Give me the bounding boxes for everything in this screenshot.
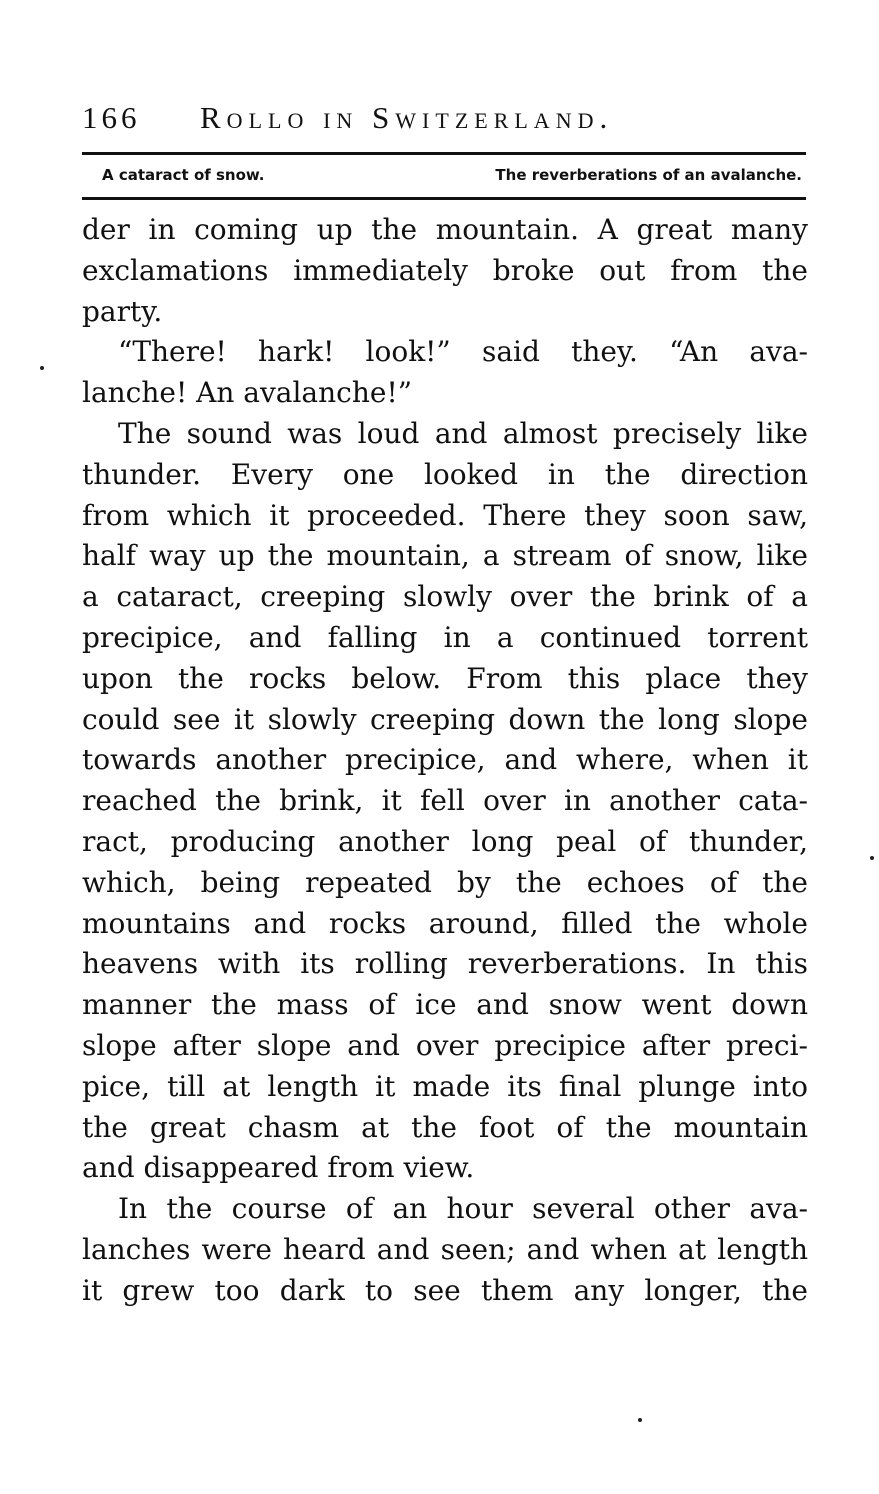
text-line: thunder. Every one looked in the direction bbox=[82, 457, 808, 491]
text-line: from which it proceeded. There they soon saw, bbox=[82, 498, 808, 532]
scan-speck bbox=[638, 1418, 642, 1422]
right-subhead: The reverberations of an avalanche. bbox=[495, 166, 802, 184]
text-line: The sound was loud and almost precisely like bbox=[118, 416, 808, 450]
text-line: heavens with its rolling reverberations. In this bbox=[82, 947, 808, 981]
text-line: slope after slope and over precipice after preci- bbox=[82, 1028, 808, 1062]
text-line: it grew too dark to see them any longer, the bbox=[82, 1273, 808, 1307]
text-line: In the course of an hour several other ava- bbox=[118, 1192, 808, 1226]
text-line: mountains and rocks around, filled the whole bbox=[82, 906, 808, 940]
text-line: “There! hark! look!” said they. “An ava- bbox=[118, 335, 808, 369]
text-line: a cataract, creeping slowly over the brink of a bbox=[82, 580, 808, 614]
text-line: half way up the mountain, a stream of snow, like bbox=[82, 539, 808, 573]
text-line: the great chasm at the foot of the mountain bbox=[82, 1110, 808, 1144]
text-line: exclamations immediately broke out from the bbox=[82, 253, 808, 287]
text-line: der in coming up the mountain. A great many bbox=[82, 213, 808, 246]
scan-speck bbox=[870, 856, 874, 860]
page-subheads bbox=[82, 160, 806, 190]
body-text bbox=[82, 210, 808, 1312]
text-line: precipice, and falling in a continued torrent bbox=[82, 620, 808, 654]
page-number: 166 bbox=[82, 100, 141, 135]
text-line: upon the rocks below. From this place they bbox=[82, 661, 808, 695]
running-head bbox=[82, 96, 808, 140]
header-rule-top bbox=[82, 152, 806, 155]
left-subhead: A cataract of snow. bbox=[102, 166, 265, 184]
text-line: pice, till at length it made its final plunge into bbox=[82, 1069, 808, 1103]
text-line: towards another precipice, and where, when it bbox=[82, 743, 808, 777]
text-line: which, being repeated by the echoes of the bbox=[82, 865, 808, 899]
scan-speck bbox=[40, 366, 44, 370]
text-line: could see it slowly creeping down the long slope bbox=[82, 702, 808, 736]
text-line: manner the mass of ice and snow went down bbox=[82, 988, 808, 1022]
text-line: ract, producing another long peal of thunder, bbox=[82, 824, 808, 858]
paragraph-2 bbox=[82, 332, 808, 414]
paragraph-4 bbox=[82, 1189, 808, 1311]
text-line: party. bbox=[82, 294, 163, 328]
header-rule-bottom bbox=[82, 197, 806, 200]
paragraph-1 bbox=[82, 210, 808, 332]
text-line: reached the brink, it fell over in another cata- bbox=[82, 784, 808, 818]
text-line: and disappeared from view. bbox=[82, 1151, 475, 1185]
book-title: Rollo in Switzerland. bbox=[200, 100, 614, 135]
text-line: lanche! An avalanche!” bbox=[82, 376, 413, 410]
text-line: lanches were heard and seen; and when at length bbox=[82, 1232, 808, 1266]
paragraph-3 bbox=[82, 414, 808, 1189]
